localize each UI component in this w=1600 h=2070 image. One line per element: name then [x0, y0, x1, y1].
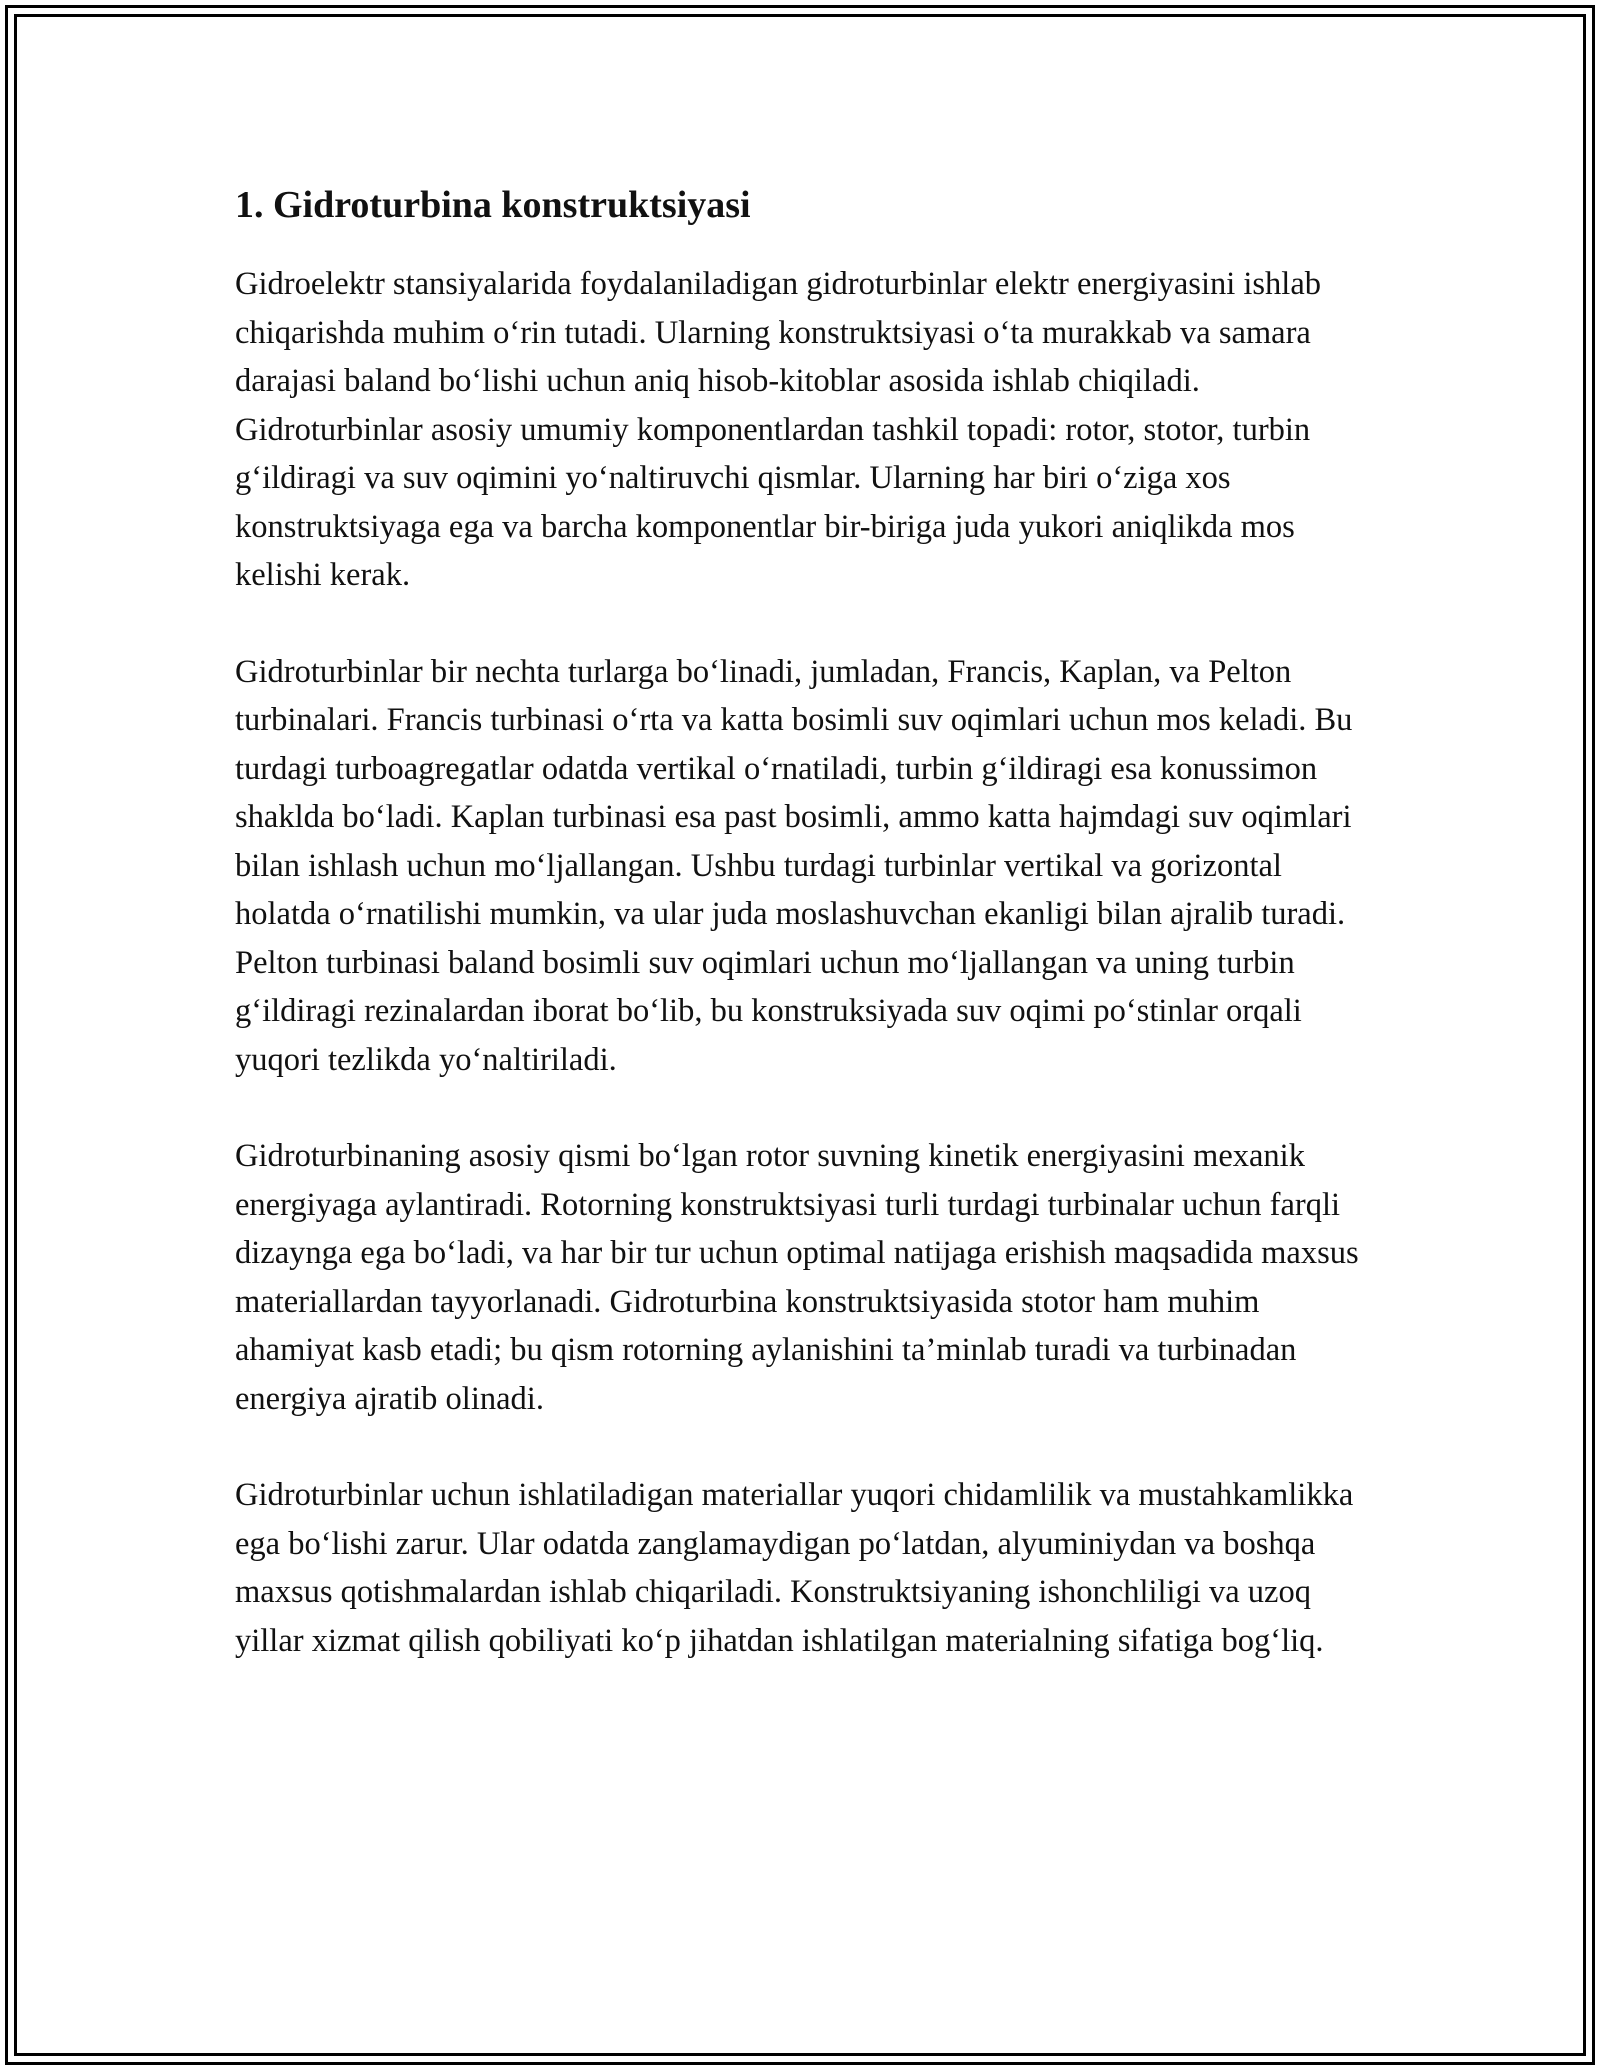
paragraph-2: Gidroturbinlar bir nechta turlarga bo‘linadi, jumladan, Francis, Kaplan, va Pelton turbinalari. Francis turbinasi o‘rta va katta bosimli suv oqimlari uchun mos keladi. Bu turdagi turboagregatlar odatda vertikal o‘rnatiladi, turbin g‘ildiragi esa konussimon shaklda bo‘ladi. Kaplan turbinasi esa past bosimli, ammo katta hajmdagi suv oqimlari bilan ishlash uchun mo‘ljallangan. Ushbu turdagi turbinlar vertikal va gorizontal holatda o‘rnatilishi mumkin, va ular juda moslashuvchan ekanligi bilan ajralib turadi. Pelton turbinasi baland bosimli suv oqimlari uchun mo‘ljallangan va uning turbin g‘ildiragi rezinalardan iborat bo‘lib, bu konstruksiyada suv oqimi po‘stinlar orqali yuqori tezlikda yo‘naltiriladi. — [235, 653, 1353, 1078]
document-body — [235, 180, 1375, 1713]
paragraph-1: Gidroelektr stansiyalarida foydalaniladigan gidroturbinlar elektr energiyasini ishlab chiqarishda muhim o‘rin tutadi. Ularning konstruktsiyasi o‘ta murakkab va samara darajasi baland bo‘lishi uchun aniq hisob-kitoblar asosida ishlab chiqiladi. Gidroturbinlar asosiy umumiy komponentlardan tashkil topadi: rotor, stotor, turbin g‘ildiragi va suv oqimini yo‘naltiruvchi qismlar. Ularning har biri o‘ziga xos konstruktsiyaga ega va barcha komponentlar bir-biriga juda yukori aniqlikda mos kelishi kerak. — [235, 266, 1322, 593]
paragraph-4: Gidroturbinlar uchun ishlatiladigan materiallar yuqori chidamlilik va mustahkamlikka ega bo‘lishi zarur. Ular odatda zanglamaydigan po‘latdan, alyuminiydan va boshqa maxsus qotishmalardan ishlab chiqariladi. Konstruktsiyaning ishonchliligi va uzoq yillar xizmat qilish qobiliyati ko‘p jihatdan ishlatilgan materialning sifatiga bog‘liq. — [235, 1477, 1354, 1659]
section-heading: 1. Gidroturbina konstruktsiyasi — [235, 184, 751, 226]
paragraph-3: Gidroturbinaning asosiy qismi bo‘lgan rotor suvning kinetik energiyasini mexanik energiyaga aylantiradi. Rotorning konstruktsiyasi turli turdagi turbinalar uchun farqli dizaynga ega bo‘ladi, va har bir tur uchun optimal natijaga erishish maqsadida maxsus materiallardan tayyorlanadi. Gidroturbina konstruktsiyasida stotor ham muhim ahamiyat kasb etadi; bu qism rotorning aylanishini ta’minlab turadi va turbinadan energiya ajratib olinadi. — [235, 1138, 1359, 1417]
